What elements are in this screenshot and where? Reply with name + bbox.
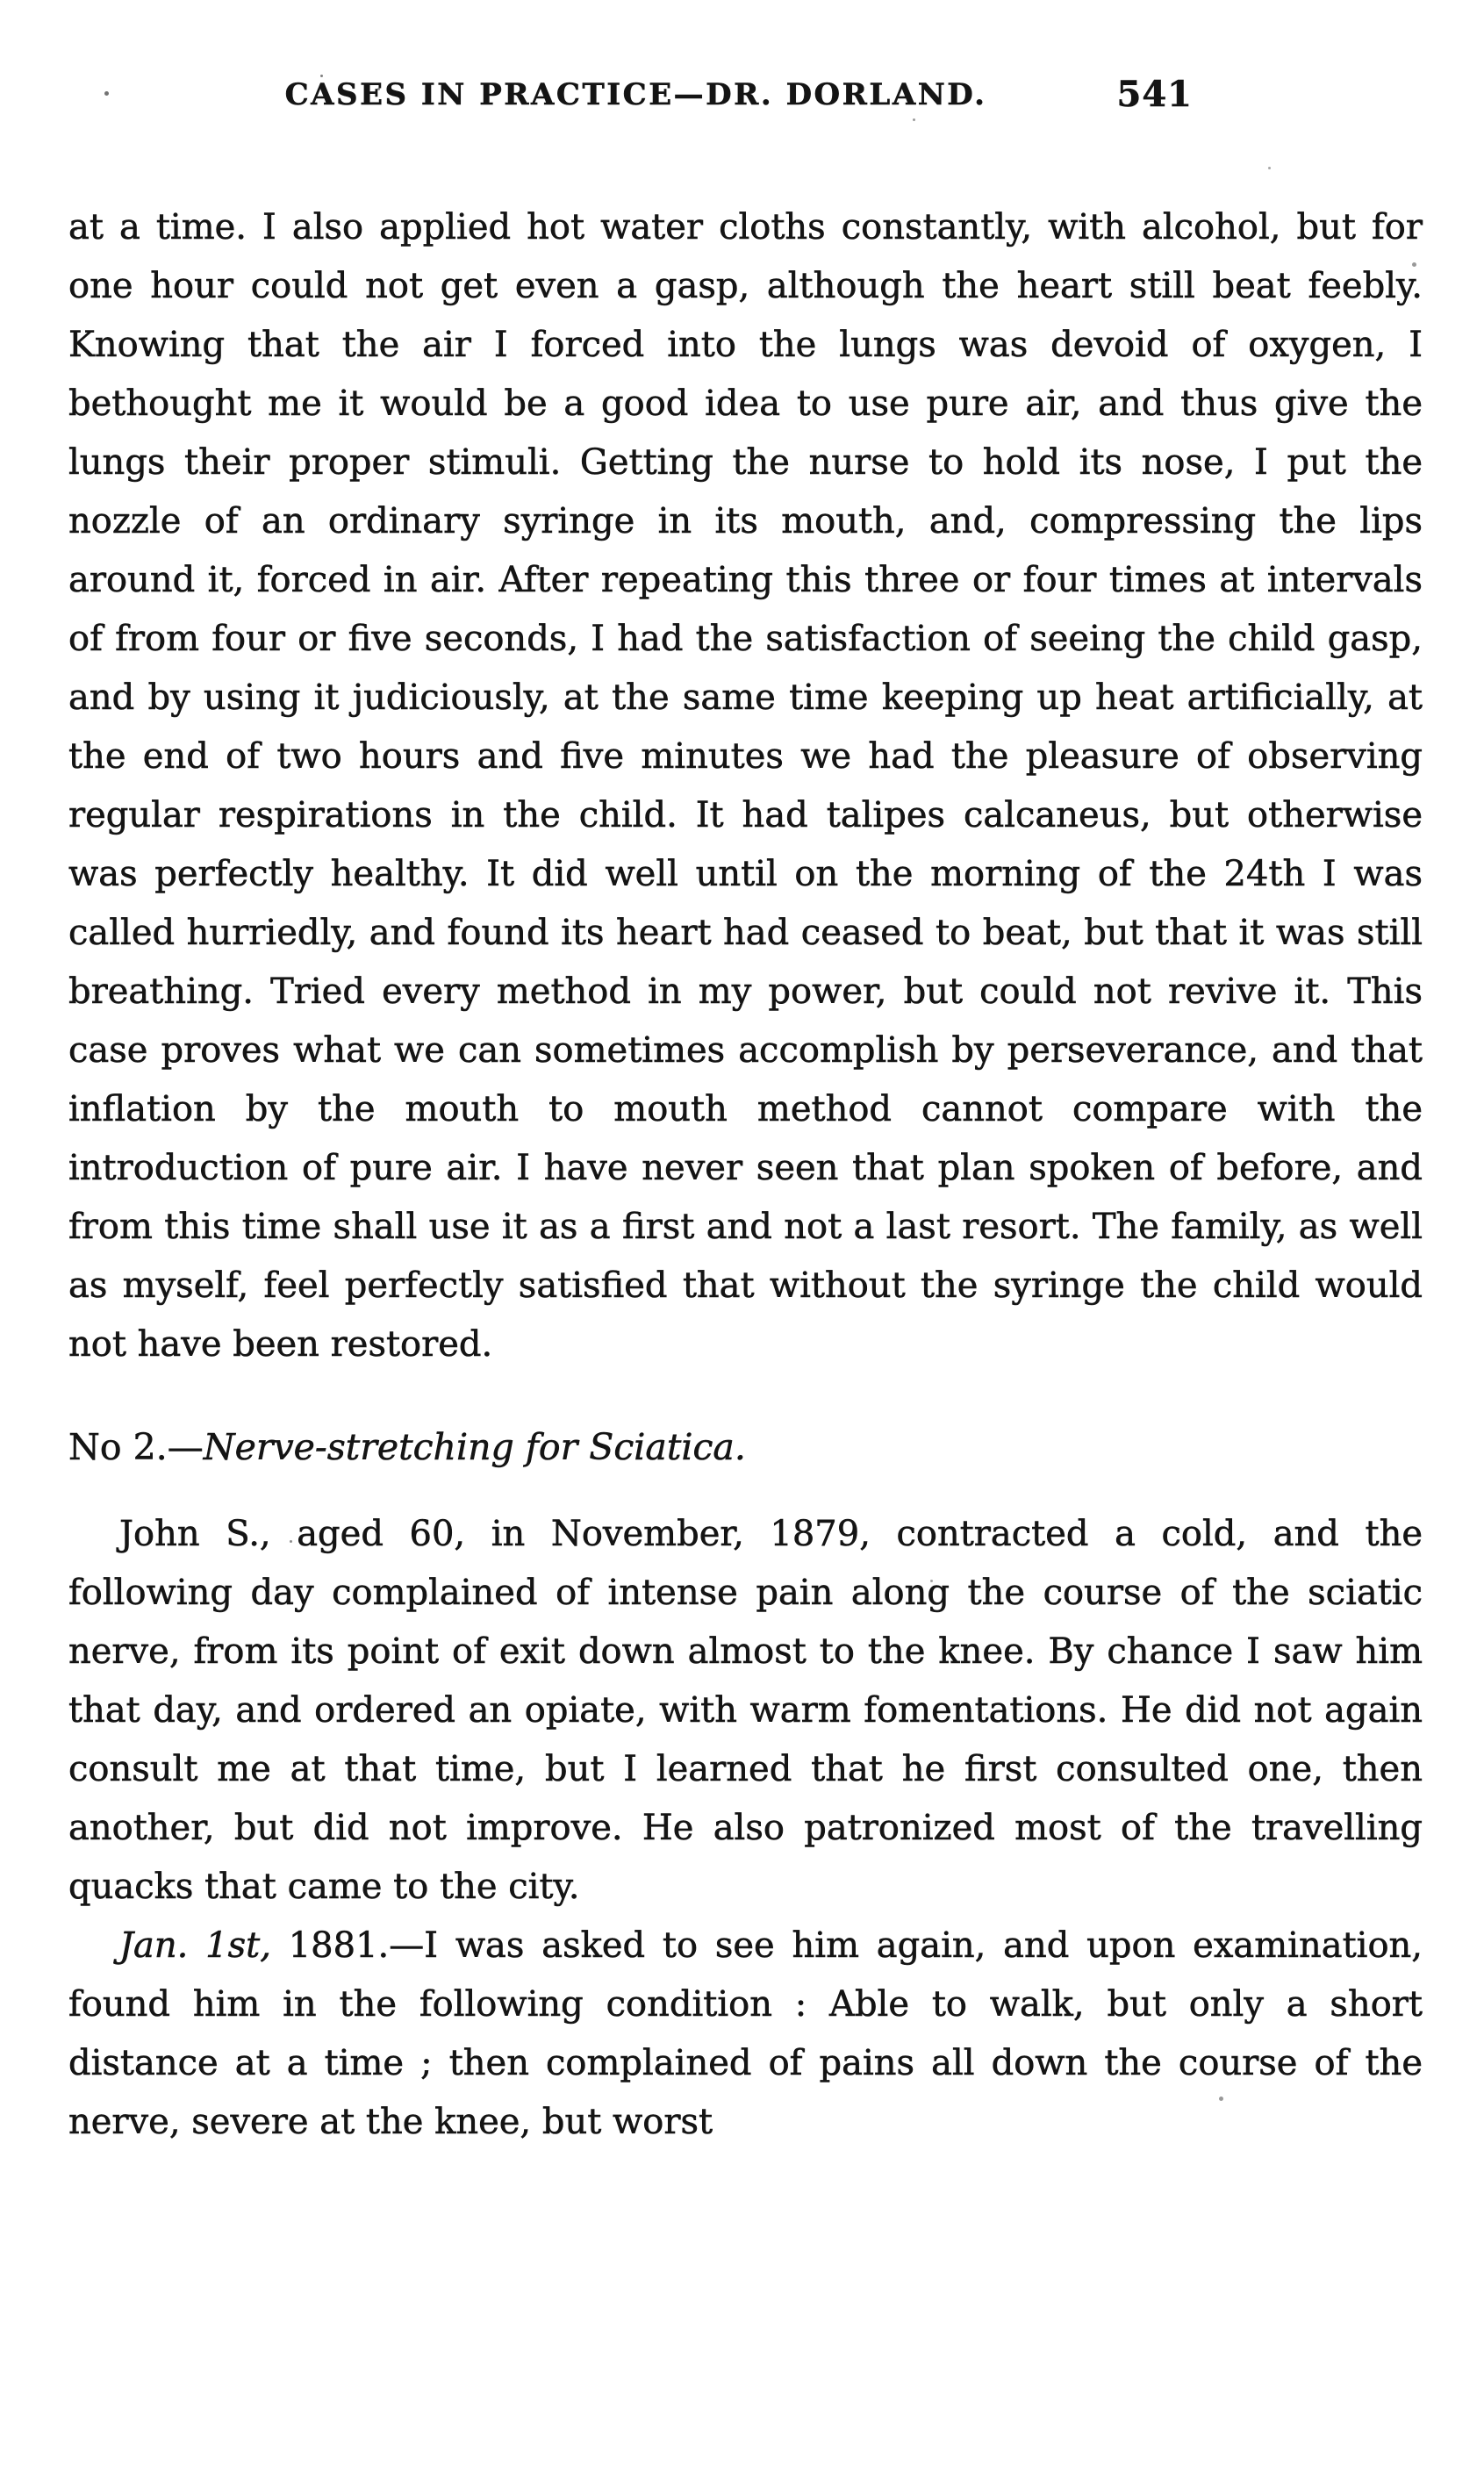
paragraph-john-s-history: John S., aged 60, in November, 1879, contracted a cold, and the following day complained of intense pain along the course of the sciatic nerve, from its point of exit down almost to the knee. By chance I saw him that day, and ordered an opiate, with warm fomentations. He did not again consult me at that time, but I learned that he first consulted one, then another, but did not improve. He also patronized most of the travelling quacks that came to the city. bbox=[68, 1514, 1423, 1907]
paragraph-jan-1881-text: 1881.—I was asked to see him again, and upon examination, found him in the following condition : Able to walk, but only a short distance at a time ; then complained of pains all down the course of the nerve, severe at the knee, but worst bbox=[68, 1925, 1423, 2142]
page-body-text bbox=[68, 198, 1423, 2152]
paragraph-date-lead: Jan. 1st, bbox=[119, 1925, 289, 1966]
paragraph-jan-1881 bbox=[68, 1917, 1423, 2152]
paragraph-case1-continuation: at a time. I also applied hot water cloths constantly, with alcohol, but for one hour could not get even a gasp, although the heart still beat feebly. Knowing that the air I forced into the lungs was devoid of oxygen, I bethought me it would be a good idea to use pure air, and thus give the lungs their proper stimuli. Getting the nurse to hold its nose, I put the nozzle of an ordinary syringe in its mouth, and, compressing the lips around it, forced in air. After repeating this three or four times at intervals of from four or five seconds, I had the satisfaction of seeing the child gasp, and by using it judiciously, at the same time keeping up heat artificially, at the end of two hours and five minutes we had the pleasure of observing regular respirations in the child. It had talipes calcaneus, but otherwise was perfectly healthy. It did well until on the morning of the 24th I was called hurriedly, and found its heart had ceased to beat, but that it was still breathing. Tried every method in my power, but could not revive it. This case proves what we can sometimes accomplish by perseverance, and that inflation by the mouth to mouth method cannot compare with the introduction of pure air. I have never seen that plan spoken of before, and from this time shall use it as a first and not a last resort. The family, as well as myself, feel perfectly satisfied that without the syringe the child would not have been restored. bbox=[68, 207, 1423, 1365]
case-heading bbox=[68, 1418, 1423, 1477]
page-number: 541 bbox=[1116, 74, 1193, 115]
running-head bbox=[68, 74, 1423, 125]
scan-noise-specks bbox=[0, 0, 3, 3]
case-heading-title: Nerve-stretching for Sciatica. bbox=[203, 1426, 746, 1468]
running-head-title: CASES IN PRACTICE—DR. DORLAND. bbox=[284, 77, 987, 112]
case-heading-number: No 2.— bbox=[68, 1426, 204, 1468]
